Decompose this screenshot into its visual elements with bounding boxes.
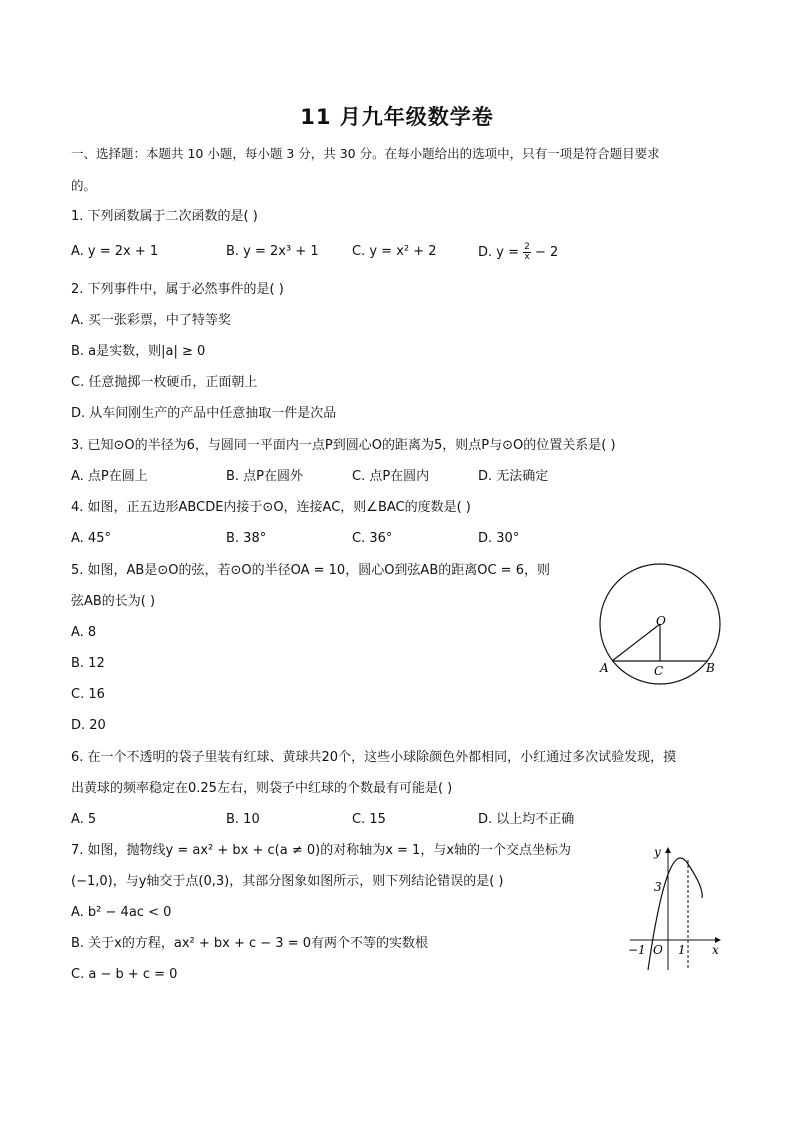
q7-option-c: C. a − b + c = 0 [71, 967, 178, 982]
q5-option-c: C. 16 [71, 687, 105, 702]
q1-option-d-denominator: x [524, 252, 530, 262]
q1-option-d-numerator: 2 [524, 242, 530, 252]
label-one: 1 [678, 943, 686, 957]
q1-option-a: A. y = 2x + 1 [71, 244, 159, 259]
q2-option-d: D. 从车间刚生产的产品中任意抽取一件是次品 [71, 406, 337, 421]
q7-stem-line2: (−1,0)，与y轴交于点(0,3)，其部分图象如图所示，则下列结论错误的是( ) [71, 874, 504, 889]
q4-option-d: D. 30° [478, 531, 520, 546]
label-y: y [654, 845, 661, 859]
q3-stem: 3. 已知⊙O的半径为6，与圆同一平面内一点P到圆心O的距离为5，则点P与⊙O的位置关系是( ) [71, 438, 616, 453]
q1-option-d-prefix: D. y = [478, 245, 524, 260]
q5-option-b: B. 12 [71, 656, 105, 671]
q4-stem: 4. 如图，正五边形ABCDE内接于⊙O，连接AC，则∠BAC的度数是( ) [71, 500, 471, 515]
q2-option-b: B. a是实数，则|a| ≥ 0 [71, 344, 206, 359]
label-3: 3 [654, 880, 662, 894]
q3-option-c: C. 点P在圆内 [352, 469, 430, 484]
q4-option-b: B. 38° [226, 531, 267, 546]
label-x: x [712, 943, 719, 957]
q6-option-d: D. 以上均不正确 [478, 812, 575, 827]
q3-option-a: A. 点P在圆上 [71, 469, 148, 484]
q2-stem: 2. 下列事件中，属于必然事件的是( ) [71, 282, 284, 297]
q7-option-a: A. b² − 4ac < 0 [71, 905, 172, 920]
q4-option-a: A. 45° [71, 531, 111, 546]
q1-option-d-fraction [523, 243, 531, 262]
section-instructions-line2: 的。 [71, 178, 97, 193]
q3-option-d: D. 无法确定 [478, 469, 549, 484]
q3-option-b: B. 点P在圆外 [226, 469, 304, 484]
radius-oa [612, 624, 660, 661]
label-b: B [706, 661, 715, 675]
q1-stem: 1. 下列函数属于二次函数的是( ) [71, 209, 258, 224]
q4-option-c: C. 36° [352, 531, 393, 546]
q5-stem-line1: 5. 如图，AB是⊙O的弦，若⊙O的半径OA = 10，圆心O到弦AB的距离OC = 6，则 [71, 563, 550, 578]
q6-option-b: B. 10 [226, 812, 260, 827]
q7-option-b: B. 关于x的方程，ax² + bx + c − 3 = 0有两个不等的实数根 [71, 936, 429, 951]
q1-option-d-suffix: − 2 [530, 245, 559, 260]
q6-option-c: C. 15 [352, 812, 386, 827]
q1-option-d [478, 243, 558, 262]
q2-option-a: A. 买一张彩票，中了特等奖 [71, 313, 231, 328]
q5-option-a: A. 8 [71, 625, 97, 640]
label-origin: O [653, 943, 663, 957]
q7-parabola-figure [622, 838, 728, 974]
q5-option-d: D. 20 [71, 718, 106, 733]
q5-stem-line2: 弦AB的长为( ) [71, 594, 156, 609]
q7-stem-line1: 7. 如图，抛物线y = ax² + bx + c(a ≠ 0)的对称轴为x = 1，与x轴的一个交点坐标为 [71, 843, 572, 858]
q5-circle-figure [592, 560, 728, 692]
label-a: A [600, 661, 609, 675]
q6-stem-line2: 出黄球的频率稳定在0.25左右，则袋子中红球的个数最有可能是( ) [71, 781, 453, 796]
section-instructions-line1: 一、选择题：本题共 10 小题，每小题 3 分，共 30 分。在每小题给出的选项中，只有一项是符合题目要求 [71, 146, 660, 161]
q1-option-c: C. y = x² + 2 [352, 244, 437, 259]
label-neg-one: −1 [628, 943, 646, 957]
q1-option-b: B. y = 2x³ + 1 [226, 244, 319, 259]
q2-option-c: C. 任意抛掷一枚硬币，正面朝上 [71, 375, 258, 390]
label-o: O [656, 614, 666, 628]
q6-option-a: A. 5 [71, 812, 97, 827]
label-c: C [654, 664, 664, 678]
q6-stem-line1: 6. 在一个不透明的袋子里装有红球、黄球共20个，这些小球除颜色外都相同，小红通过多次试验发现，摸 [71, 750, 677, 765]
page-title: 11 月九年级数学卷 [300, 105, 494, 129]
